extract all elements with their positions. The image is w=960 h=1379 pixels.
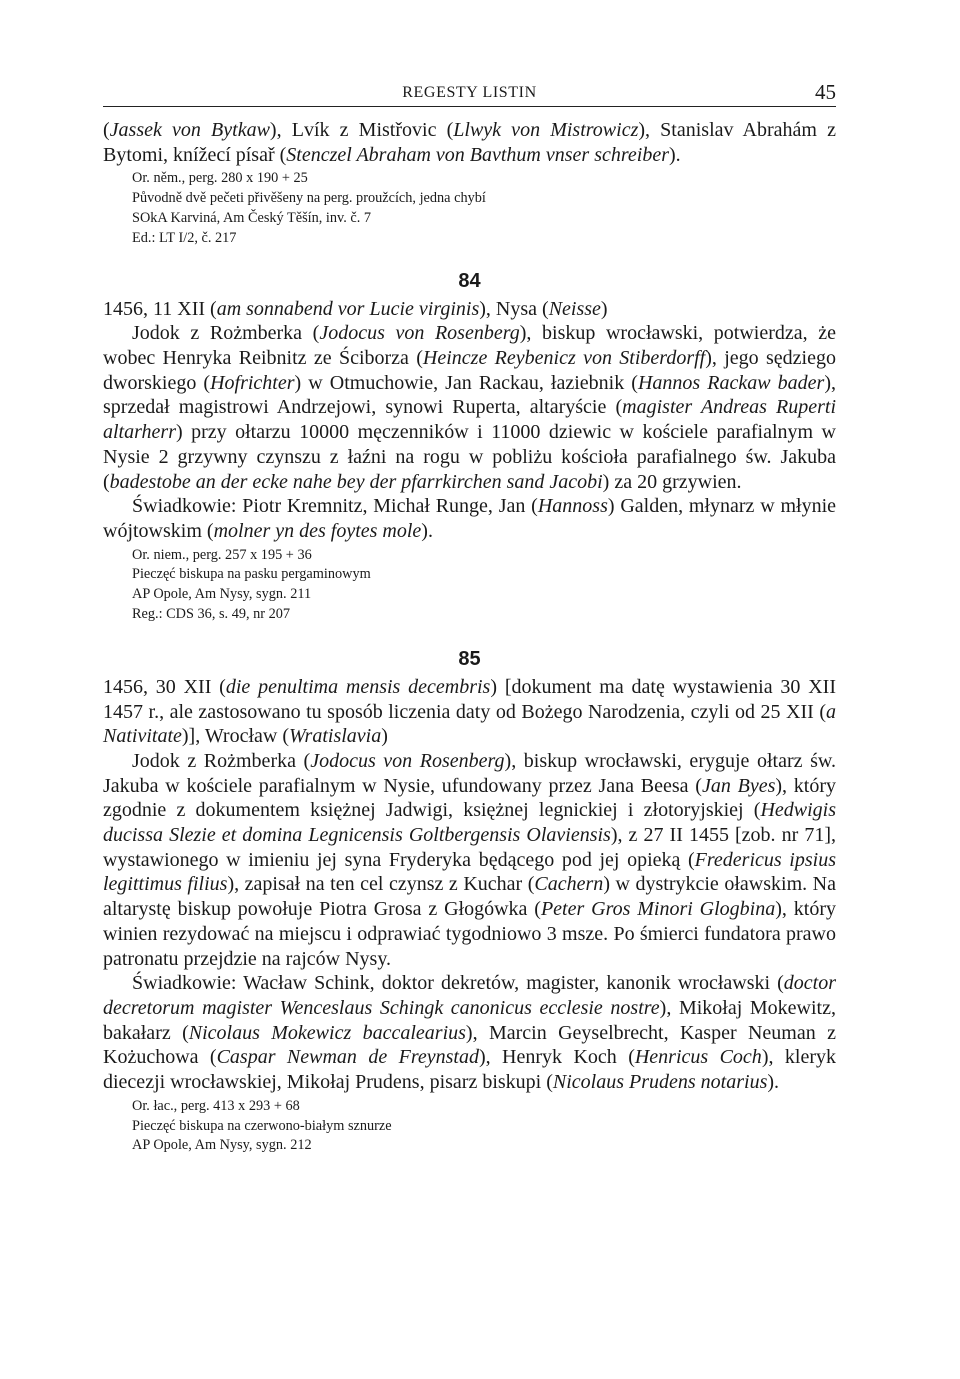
- italic-phrase: a Nativitate: [103, 700, 836, 748]
- italic-phrase: Jan Byes: [701, 774, 776, 797]
- italic-phrase: Henricus Coch: [634, 1046, 762, 1069]
- italic-phrase: Wratislavia: [289, 725, 382, 748]
- page: [103, 80, 836, 1156]
- continuation-notes: [103, 169, 836, 248]
- italic-phrase: Hannos Rackaw bader: [637, 371, 825, 394]
- archival-note: Or. łac., perg. 413 x 293 + 68: [132, 1097, 300, 1114]
- archival-note: AP Opole, Am Nysy, sygn. 212: [132, 1137, 312, 1154]
- entry-notes: [103, 546, 836, 625]
- italic-phrase: Peter Gros Minori Glogbina: [540, 898, 776, 921]
- entry-notes: [103, 1097, 836, 1156]
- archival-note: SOkA Karviná, Am Český Těšín, inv. č. 7: [132, 210, 372, 226]
- italic-phrase: die penultima mensis decembris: [225, 675, 491, 698]
- italic-phrase: badestobe an der ecke nahe bey der pfarrkirchen sand Jacobi: [109, 470, 603, 493]
- italic-phrase: Nicolaus Prudens notarius: [552, 1071, 768, 1094]
- archival-note: Pieczęć biskupa na czerwono-białym sznurze: [132, 1117, 392, 1134]
- entry-witnesses: Świadkowie: Wacław Schink, doktor dekretów, magister, kanonik wrocławski (doctor decretorum magister Wenceslaus Schingk canonicus ecclesie nostre), Mikołaj Mokewitz, bakałarz (Nicolaus Mokewicz baccalearius), Marcin Geyselbrecht, Kasper Neuman z Kożuchowa (Caspar Newman de Freynstad), Henryk Koch (Henricus Coch), kleryk diecezji wrocławskiej, Mikołaj Prudens, pisarz biskupi (Nicolaus Prudens notarius).: [103, 972, 836, 1094]
- entry-date-line: 1456, 11 XII (am sonnabend vor Lucie virginis), Nysa (Neisse): [103, 297, 608, 320]
- italic-phrase: Hedwigis ducissa Slezie et domina Legnicensis Goltbergensis Olaviensis: [103, 799, 836, 847]
- italic-phrase: Nicolaus Mokewicz baccalearius: [188, 1021, 466, 1044]
- entry-85: [103, 647, 836, 1156]
- italic-phrase: magister Andreas Ruperti altarherr: [103, 396, 837, 444]
- running-title: REGESTY LISTIN: [402, 84, 537, 101]
- entry-witnesses: Świadkowie: Piotr Kremnitz, Michał Runge, Jan (Hannoss) Galden, młynarz w młynie wójtowskim (molner yn des foytes mole).: [103, 495, 837, 542]
- entry-summary: Jodok z Rożmberka (Jodocus von Rosenberg), biskup wrocławski, eryguje ołtarz św. Jakuba w kościele parafialnym w Nysie, ufundowany przez Jana Beesa (Jan Byes), który zgodnie z dokumentem księżnej Jadwigi, księżnej legnickiej i złotoryjskiej (Hedwigis ducissa Slezie et domina Legnicensis Goltbergensis Olaviensis), z 27 II 1455 [zob. nr 71], wystawionego w imieniu jej syna Fryderyka będącego pod jej opieką (Fredericus ipsius legittimus filius), zapisał na ten cel czynsz z Kuchar (Cachern) w dystrykcie oławskim. Na altarystę biskup powołuje Piotra Grosa z Głogówka (Peter Gros Minori Glogbina), który winien rezydować na miejscu i odprawiać tygodniowo 3 msze. Po śmierci fundatora prawo patronatu przejdzie na rajców Nysy.: [103, 749, 836, 970]
- entry-84: [103, 269, 836, 625]
- italic-phrase: Jodocus von Rosenberg: [310, 749, 505, 772]
- entry-summary: Jodok z Rożmberka (Jodocus von Rosenberg), biskup wrocławski, potwierdza, że wobec Henryka Reibnitz ze Ściborza (Heincze Reybenicz von Stiberdorff), jego sędziego dworskiego (Hofrichter) w Otmuchowie, Jan Rackau, łaziebnik (Hannos Rackaw bader), sprzedał magistrowi Andrzejowi, synowi Ruperta, altaryście (magister Andreas Ruperti altarherr) przy ołtarzu 10000 męczenników i 11000 dziewic w kościele parafialnym w Nysie 2 grzywny czynszu z łaźni na rogu w pobliżu kościoła parafialnego św. Jakuba (badestobe an der ecke nahe bey der pfarrkirchen sand Jacobi) za 20 grzywien.: [103, 322, 837, 493]
- italic-phrase: Llwyk von Mistrowicz: [453, 119, 639, 141]
- continuation-text: (Jassek von Bytkaw), Lvík z Mistřovic (Llwyk von Mistrowicz), Stanislav Abrahám z Bytomi, knížecí písař (Stenczel Abraham von Bavthum vnser schreiber).: [103, 119, 836, 166]
- archival-note: Reg.: CDS 36, s. 49, nr 207: [132, 606, 291, 623]
- archival-note: Ed.: LT I/2, č. 217: [132, 229, 237, 246]
- page-number: 45: [815, 80, 836, 104]
- italic-phrase: doctor decretorum magister Wenceslaus Schingk canonicus ecclesie nostre: [103, 972, 836, 1019]
- italic-phrase: am sonnabend vor Lucie virginis: [216, 297, 480, 320]
- entry-number: 84: [458, 269, 481, 292]
- italic-phrase: Heincze Reybenicz von Stiberdorff: [422, 347, 706, 369]
- italic-phrase: molner yn des foytes mole: [213, 519, 422, 542]
- entry-number: 85: [458, 647, 481, 670]
- continuation-entry-83: [103, 118, 836, 249]
- entry-date-line: 1456, 30 XII (die penultima mensis decembris) [dokument ma datę wystawienia 30 XII 1457 r., ale zastosowano tu sposób liczenia daty od Bożego Narodzenia, czyli od 25 XII (a Nativitate)], Wrocław (Wratislavia): [103, 675, 836, 748]
- italic-phrase: Jassek von Bytkaw: [109, 119, 270, 141]
- italic-phrase: Hofrichter: [210, 371, 295, 394]
- archival-note: Or. niem., perg. 257 x 195 + 36: [132, 546, 312, 563]
- italic-phrase: Neisse: [548, 297, 601, 320]
- running-header: [103, 80, 836, 107]
- italic-phrase: Caspar Newman de Freynstad: [216, 1046, 479, 1069]
- archival-note: Or. něm., perg. 280 x 190 + 25: [132, 170, 308, 187]
- italic-phrase: Fredericus ipsius legittimus filius: [103, 848, 836, 896]
- italic-phrase: Jodocus von Rosenberg: [319, 322, 520, 345]
- italic-phrase: Cachern: [534, 873, 604, 896]
- italic-phrase: Stenczel Abraham von Bavthum vnser schreiber: [286, 143, 669, 166]
- archival-note: Původně dvě pečeti přivěšeny na perg. proužcích, jedna chybí: [132, 190, 486, 207]
- archival-note: Pieczęć biskupa na pasku pergaminowym: [132, 566, 371, 583]
- archival-note: AP Opole, Am Nysy, sygn. 211: [132, 586, 312, 603]
- italic-phrase: Hannoss: [537, 495, 608, 518]
